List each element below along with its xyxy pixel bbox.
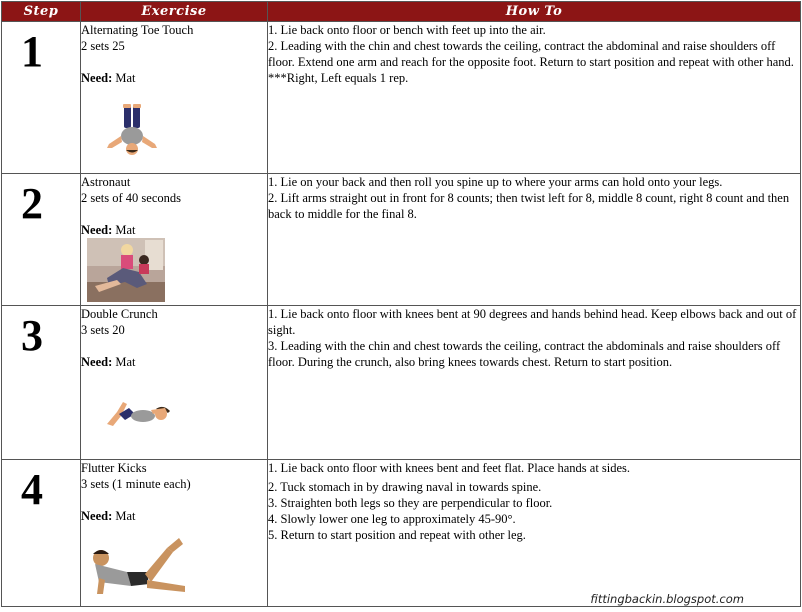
step-number: 3 — [21, 311, 43, 360]
howto-cell — [268, 460, 801, 607]
exercise-cell — [81, 460, 268, 607]
step-cell — [2, 22, 81, 174]
header-howto: How To — [268, 2, 801, 22]
need-label: Need: — [81, 223, 113, 237]
instruction-line: 5. Return to start position and repeat with other leg. — [268, 528, 526, 542]
instruction-line: 1. Lie back onto floor or bench with feet up into the air. — [268, 23, 546, 37]
need-value: Mat — [115, 355, 136, 369]
howto-cell — [268, 306, 801, 460]
double-crunch-illustration — [103, 398, 175, 428]
need-value: Mat — [115, 223, 136, 237]
step-cell — [2, 306, 81, 460]
table-row — [2, 22, 801, 174]
instruction-line: 1. Lie back onto floor with knees bent and feet flat. Place hands at sides. — [268, 461, 631, 475]
exercise-cell — [81, 22, 268, 174]
exercise-name: Alternating Toe Touch — [81, 23, 194, 37]
table-row — [2, 306, 801, 460]
exercise-name: Astronaut — [81, 175, 131, 189]
exercise-need — [81, 222, 267, 238]
watermark: fittingbackin.blogspot.com — [590, 592, 744, 606]
step-number: 2 — [21, 179, 43, 228]
instruction-line: 3. Leading with the chin and chest towards the ceiling, contract the abdominals and raise shoulders off floor. During the crunch, also bring knees towards chest. Return to start position. — [268, 339, 781, 369]
table-row — [2, 174, 801, 306]
exercise-cell — [81, 306, 268, 460]
workout-table — [1, 1, 801, 607]
exercise-need — [81, 508, 267, 524]
step-number: 1 — [21, 27, 43, 76]
table-row — [2, 460, 801, 607]
exercise-sets: 2 sets of 40 seconds — [81, 191, 181, 205]
instruction-line: 2. Leading with the chin and chest towards the ceiling, contract the abdominal and raise shoulders off floor. Extend one arm and reach for the opposite foot. Return to start position and repeat with other hand. — [268, 39, 794, 69]
need-label: Need: — [81, 509, 113, 523]
flutter-kicks-illustration — [87, 530, 193, 600]
step-number: 4 — [21, 465, 43, 514]
header-exercise: Exercise — [81, 2, 268, 22]
need-label: Need: — [81, 355, 113, 369]
exercise-name: Double Crunch — [81, 307, 158, 321]
exercise-name: Flutter Kicks — [81, 461, 147, 475]
instruction-line: 3. Straighten both legs so they are perpendicular to floor. — [268, 496, 553, 510]
instruction-line: 4. Slowly lower one leg to approximately 45-90°. — [268, 512, 516, 526]
instruction-line: 1. Lie back onto floor with knees bent at 90 degrees and hands behind head. Keep elbows back and out of sight. — [268, 307, 797, 337]
instruction-line: 1. Lie on your back and then roll you spine up to where your arms can hold onto your legs. — [268, 175, 723, 189]
instruction-line: ***Right, Left equals 1 rep. — [268, 71, 409, 85]
need-label: Need: — [81, 71, 113, 85]
instruction-line: 2. Tuck stomach in by drawing naval in towards spine. — [268, 480, 542, 494]
howto-cell — [268, 22, 801, 174]
step-cell — [2, 174, 81, 306]
exercise-sets: 2 sets 25 — [81, 39, 125, 53]
exercise-sets: 3 sets (1 minute each) — [81, 477, 191, 491]
exercise-sets: 3 sets 20 — [81, 323, 125, 337]
need-value: Mat — [115, 509, 136, 523]
person-lying-legs-up-illustration — [104, 104, 160, 156]
header-row — [2, 2, 801, 22]
instruction-line: 2. Lift arms straight out in front for 8 counts; then twist left for 8, middle 8 count, right 8 count and then back to middle for the final 8. — [268, 191, 790, 221]
howto-cell — [268, 174, 801, 306]
exercise-cell — [81, 174, 268, 306]
header-step: Step — [2, 2, 81, 22]
exercise-need — [81, 70, 267, 86]
step-cell — [2, 460, 81, 607]
exercise-need — [81, 354, 267, 370]
astronaut-exercise-photo — [87, 238, 165, 302]
need-value: Mat — [115, 71, 136, 85]
